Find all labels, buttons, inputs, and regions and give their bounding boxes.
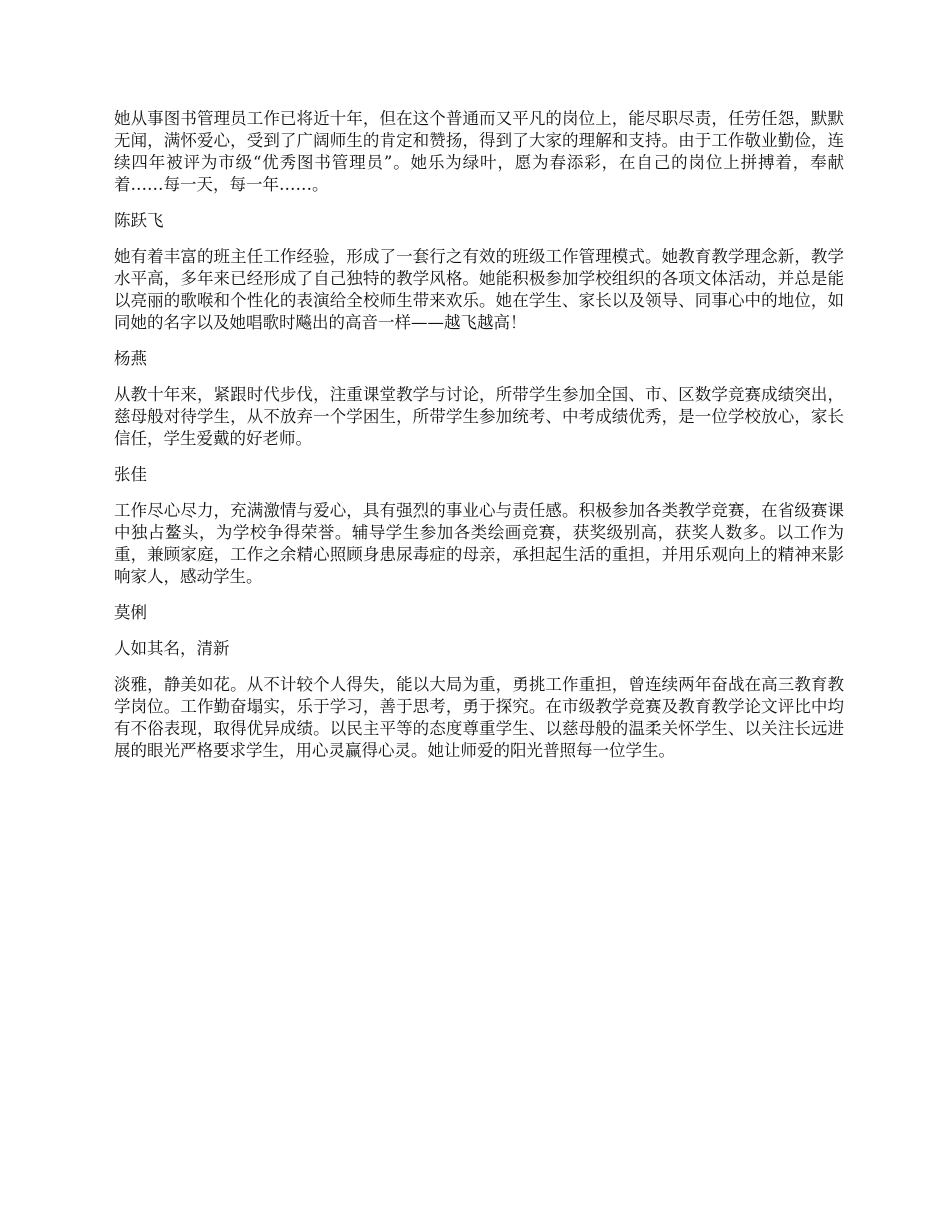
subheading-mo-li: 人如其名，清新: [114, 639, 230, 658]
document-body: [114, 108, 844, 776]
paragraph-chen-yuefei: 她有着丰富的班主任工作经验，形成了一套行之有效的班级工作管理模式。她教育教学理念新，教学水平高，多年来已经形成了自己独特的教学风格。她能积极参加学校组织的各项文体活动，并总是能以亮丽的歌喉和个性化的表演给全校师生带来欢乐。她在学生、家长以及领导、同事心中的地位，如同她的名字以及她唱歌时飚出的高音一样——越飞越高！: [114, 247, 844, 332]
paragraph-zhang-jia: 工作尽心尽力，充满激情与爱心，具有强烈的事业心与责任感。积极参加各类教学竞赛，在省级赛课中独占鳌头，为学校争得荣誉。辅导学生参加各类绘画竞赛，获奖级别高，获奖人数多。以工作为重，兼顾家庭，工作之余精心照顾身患尿毒症的母亲，承担起生活的重担，并用乐观向上的精神来影响家人，感动学生。: [114, 501, 844, 586]
paragraph-librarian: 她从事图书管理员工作已将近十年，但在这个普通而又平凡的岗位上，能尽职尽责，任劳任怨，默默无闻，满怀爱心，受到了广阔师生的肯定和赞扬，得到了大家的理解和支持。由于工作敬业勤俭，连续四年被评为市级“优秀图书管理员”。她乐为绿叶，愿为春添彩，在自己的岗位上拼搏着，奉献着……每一天，每一年……。: [114, 109, 844, 194]
paragraph-mo-li: 淡雅，静美如花。从不计较个人得失，能以大局为重，勇挑工作重担，曾连续两年奋战在高三教育教学岗位。工作勤奋塌实，乐于学习，善于思考，勇于探究。在市级教学竞赛及教育教学论文评比中均有不俗表现，取得优异成绩。以民主平等的态度尊重学生、以慈母般的温柔关怀学生、以关注长远进展的眼光严格要求学生，用心灵赢得心灵。她让师爱的阳光普照每一位学生。: [114, 675, 844, 760]
teacher-name-mo-li: 莫俐: [114, 603, 147, 622]
paragraph-yang-yan: 从教十年来，紧跟时代步伐，注重课堂教学与讨论，所带学生参加全国、市、区数学竞赛成绩突出，慈母般对待学生，从不放弃一个学困生，所带学生参加统考、中考成绩优秀，是一位学校放心，家长信任，学生爱戴的好老师。: [114, 385, 844, 448]
teacher-name-yang-yan: 杨燕: [114, 349, 147, 368]
teacher-name-chen-yuefei: 陈跃飞: [114, 211, 164, 230]
teacher-name-zhang-jia: 张佳: [114, 465, 147, 484]
